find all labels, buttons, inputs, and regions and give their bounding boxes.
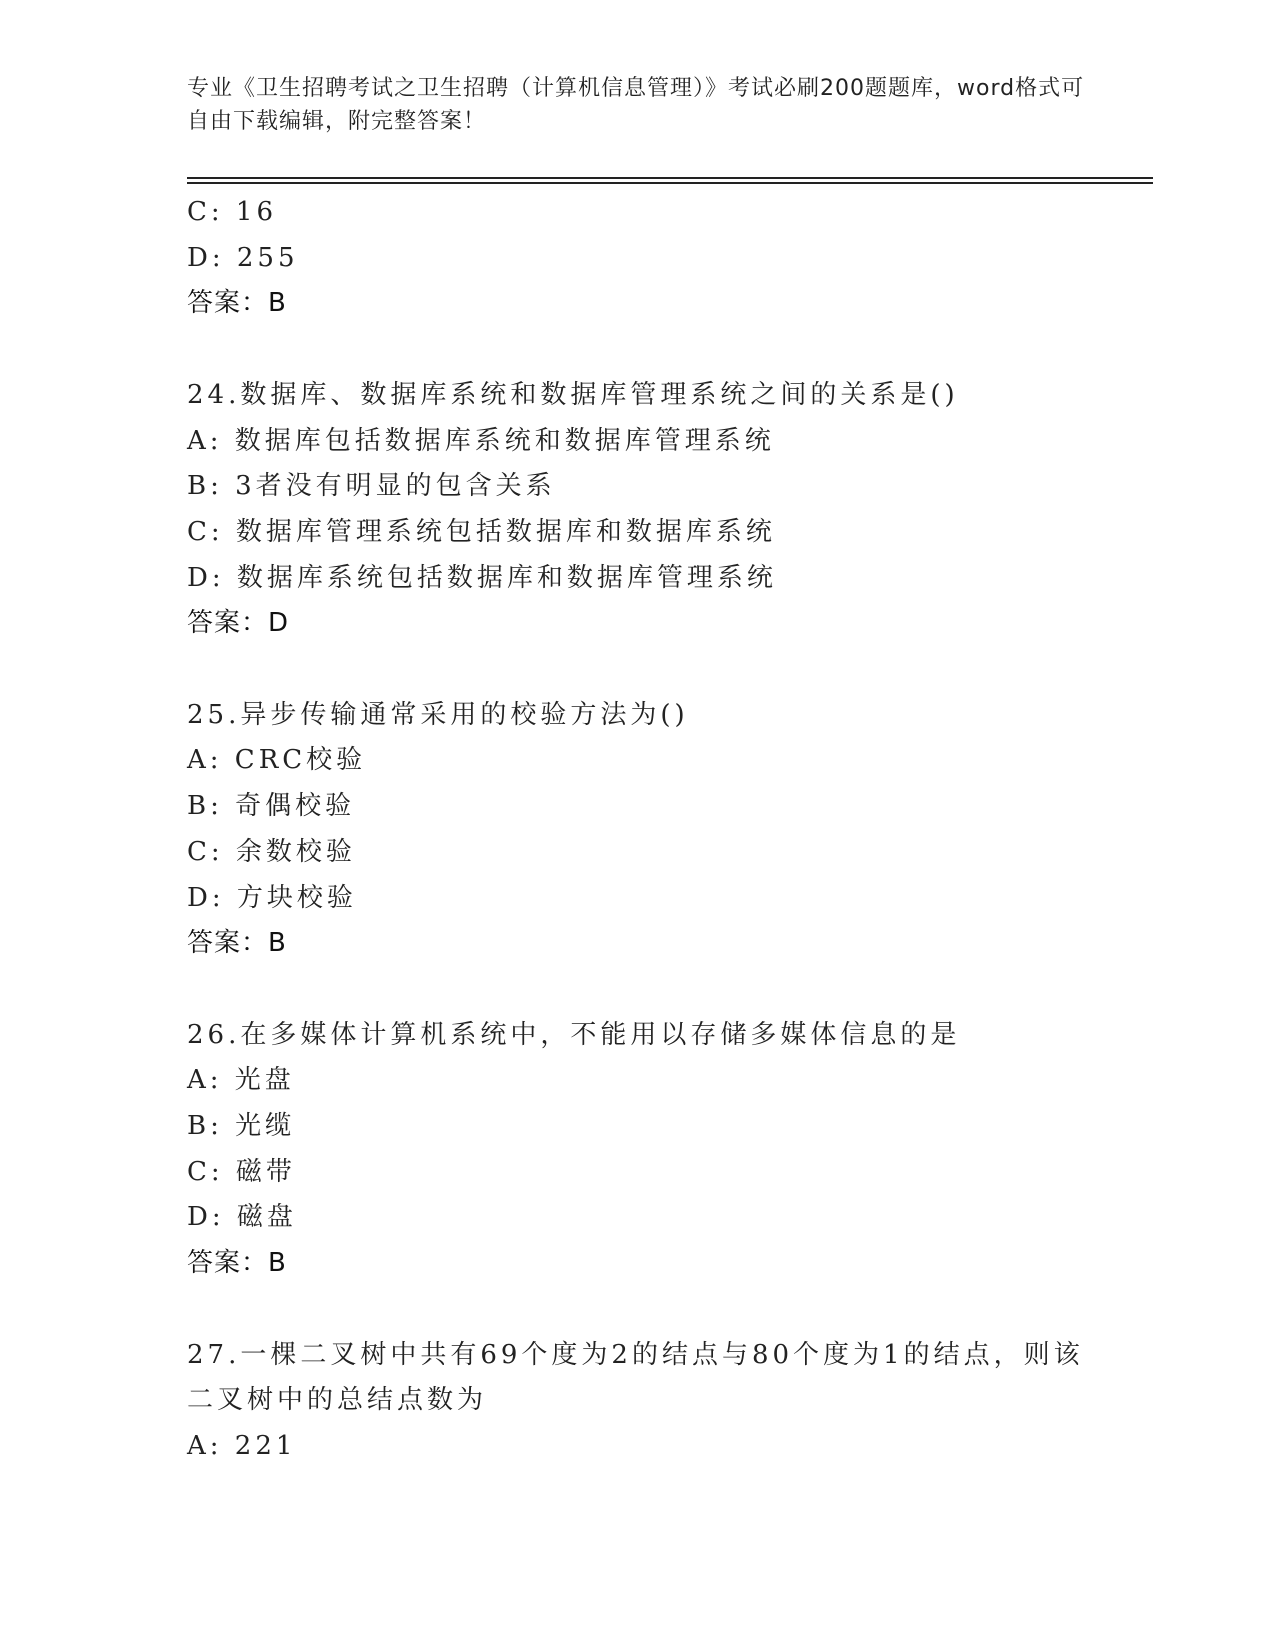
answer: 答案：B <box>187 928 287 959</box>
option-a: A: 数据库包括数据库系统和数据库管理系统 <box>187 425 775 456</box>
option-b: B: 奇偶校验 <box>187 791 356 822</box>
answer: 答案：B <box>187 1248 287 1279</box>
option-c: C: 数据库管理系统包括数据库和数据库系统 <box>187 516 776 547</box>
option-a: A: CRC校验 <box>187 745 367 776</box>
option-c: C: 16 <box>187 197 278 227</box>
question-list <box>187 190 1087 1470</box>
option-c: C: 余数校验 <box>187 836 356 867</box>
answer: 答案：B <box>187 288 287 319</box>
option-d: D: 方块校验 <box>187 882 357 913</box>
document-header: 专业《卫生招聘考试之卫生招聘（计算机信息管理）》考试必刷200题题库，word格式可自由下载编辑，附完整答案！ <box>187 76 1085 134</box>
question-24 <box>187 373 1087 647</box>
question-stem: 24.数据库、数据库系统和数据库管理系统之间的关系是() <box>187 379 959 410</box>
option-d: D: 255 <box>187 242 299 273</box>
spacer <box>187 327 1087 373</box>
question-stem: 27.一棵二叉树中共有69个度为2的结点与80个度为1的结点，则该二叉树中的总结点数为 <box>187 1339 1084 1416</box>
question-stem: 25.异步传输通常采用的校验方法为() <box>187 699 689 730</box>
question-25 <box>187 693 1087 967</box>
option-c: C: 磁带 <box>187 1156 296 1187</box>
option-d: D: 数据库系统包括数据库和数据库管理系统 <box>187 562 777 593</box>
question-27 <box>187 1333 1087 1470</box>
spacer <box>187 647 1087 693</box>
option-b: B: 3者没有明显的包含关系 <box>187 471 556 502</box>
spacer <box>187 1287 1087 1333</box>
header-divider-bottom <box>187 182 1153 184</box>
option-a: A: 221 <box>187 1430 297 1461</box>
question-26 <box>187 1013 1087 1287</box>
option-d: D: 磁盘 <box>187 1202 297 1233</box>
spacer <box>187 967 1087 1013</box>
option-b: B: 光缆 <box>187 1111 296 1142</box>
answer: 答案：D <box>187 608 290 639</box>
header-divider-top <box>187 177 1153 179</box>
question-stem: 26.在多媒体计算机系统中，不能用以存储多媒体信息的是 <box>187 1019 961 1050</box>
option-a: A: 光盘 <box>187 1065 295 1096</box>
question-23-tail <box>187 190 1087 327</box>
